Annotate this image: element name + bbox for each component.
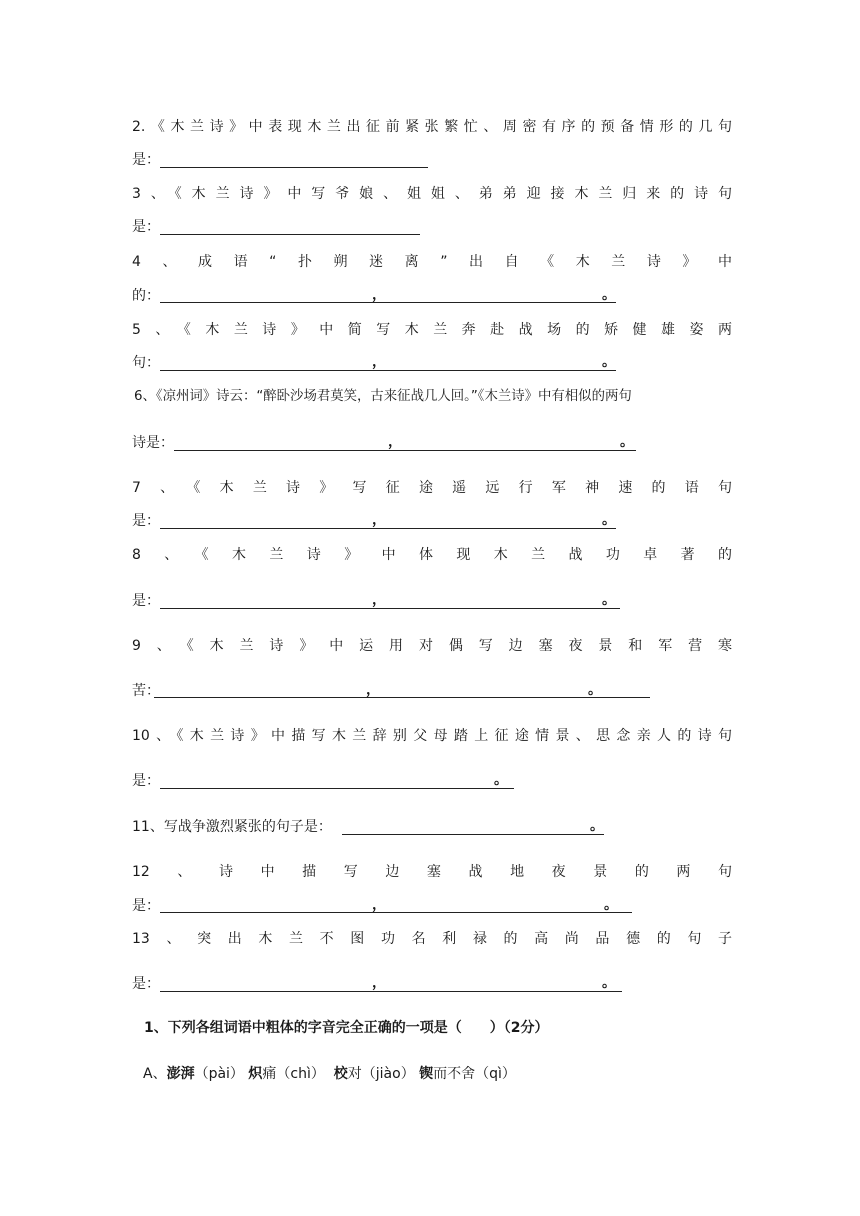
q13-comma: ， [372, 975, 386, 991]
q7-label: 是： [132, 513, 160, 529]
q4-period: 。 [602, 287, 616, 303]
q5-text: 5、《木兰诗》中简写木兰奔赴战场的矫健雄姿两 [132, 322, 732, 338]
option-a-pinyin2: （chì） [276, 1066, 325, 1082]
q10-text: 10、《木兰诗》中描写木兰辞别父母踏上征途情景、思念亲人的诗句 [132, 728, 732, 744]
q10-answer-blank[interactable] [160, 788, 514, 789]
q6-period: 。 [620, 434, 634, 450]
q12-period: 。 [604, 897, 618, 913]
q9-answer-blank[interactable] [154, 697, 650, 698]
q5-answer-blank[interactable] [160, 370, 616, 371]
q8-text: 8、《木兰诗》中体现木兰战功卓著的 [132, 547, 732, 563]
q13-label: 是： [132, 976, 160, 992]
q12-comma: ， [372, 897, 386, 913]
q6-text: 6、《凉州词》诗云：“醉卧沙场君莫笑，古来征战几人回。”《木兰诗》中有相似的两句 [134, 389, 632, 404]
q2-answer-blank[interactable] [160, 167, 428, 168]
q6-comma: ， [388, 434, 402, 450]
q8-period: 。 [602, 592, 616, 608]
q7-period: 。 [602, 512, 616, 528]
option-a-pinyin1: （pài） [194, 1066, 244, 1082]
option-a-pinyin4: （qì） [475, 1066, 516, 1082]
q11-period: 。 [590, 818, 604, 834]
q12-answer-blank[interactable] [160, 912, 632, 913]
option-a-word3-rest: 对 [347, 1066, 362, 1082]
q13-text: 13、突出木兰不图功名利禄的高尚品德的句子 [132, 931, 732, 947]
q11-answer-blank[interactable] [342, 834, 604, 835]
q2-text: 2.《木兰诗》中表现木兰出征前紧张繁忙、周密有序的预备情形的几句 [132, 119, 732, 135]
option-a-word3-bold: 校 [333, 1066, 348, 1082]
option-a-word2-rest: 痛 [262, 1066, 277, 1082]
q8-answer-blank[interactable] [160, 608, 620, 609]
q5-label: 句： [132, 355, 160, 371]
q4-text: 4、成语“扑朔迷离”出自《木兰诗》中 [132, 254, 732, 270]
q7-comma: ， [372, 512, 386, 528]
q9-text: 9、《木兰诗》中运用对偶写边塞夜景和军营寒 [132, 638, 732, 654]
q6-answer-blank[interactable] [174, 450, 636, 451]
mc-question: 1、下列各组词语中粗体的字音完全正确的一项是（ ）（2分） [144, 1020, 549, 1036]
q4-label: 的： [132, 288, 160, 304]
mc-option-a[interactable] [143, 1064, 516, 1084]
q10-label: 是： [132, 773, 160, 789]
q9-period: 。 [588, 682, 602, 698]
q13-answer-blank[interactable] [160, 991, 622, 992]
q2-label: 是： [132, 152, 160, 168]
q4-answer-blank[interactable] [160, 302, 616, 303]
q3-label: 是： [132, 219, 160, 235]
q8-label: 是： [132, 593, 160, 609]
q7-answer-blank[interactable] [160, 528, 616, 529]
option-a-pinyin3: （jiào） [361, 1066, 415, 1082]
q5-comma: ， [372, 354, 386, 370]
q13-period: 。 [602, 975, 616, 991]
option-a-word1: 澎湃 [166, 1066, 195, 1082]
q3-text: 3、《木兰诗》中写爷娘、姐姐、弟弟迎接木兰归来的诗句 [132, 186, 732, 202]
q9-comma: ， [366, 682, 380, 698]
q12-text: 12、诗中描写边塞战地夜景的两句 [132, 864, 732, 880]
q12-label: 是： [132, 898, 160, 914]
option-a-word4-bold: 锲 [419, 1066, 434, 1082]
q7-text: 7、《木兰诗》写征途遥远行军神速的语句 [132, 480, 732, 496]
q9-label: 苦： [132, 683, 160, 699]
option-a-word4-rest: 而不舍 [433, 1066, 476, 1082]
q8-comma: ， [372, 592, 386, 608]
option-a-label: A、 [143, 1066, 167, 1082]
q10-period: 。 [494, 772, 508, 788]
q11-text: 11、写战争激烈紧张的句子是： [132, 819, 332, 835]
q3-answer-blank[interactable] [160, 234, 420, 235]
option-a-word2-bold: 炽 [248, 1066, 263, 1082]
q4-comma: ， [372, 287, 386, 303]
q5-period: 。 [602, 354, 616, 370]
q6-label: 诗是： [132, 435, 174, 451]
